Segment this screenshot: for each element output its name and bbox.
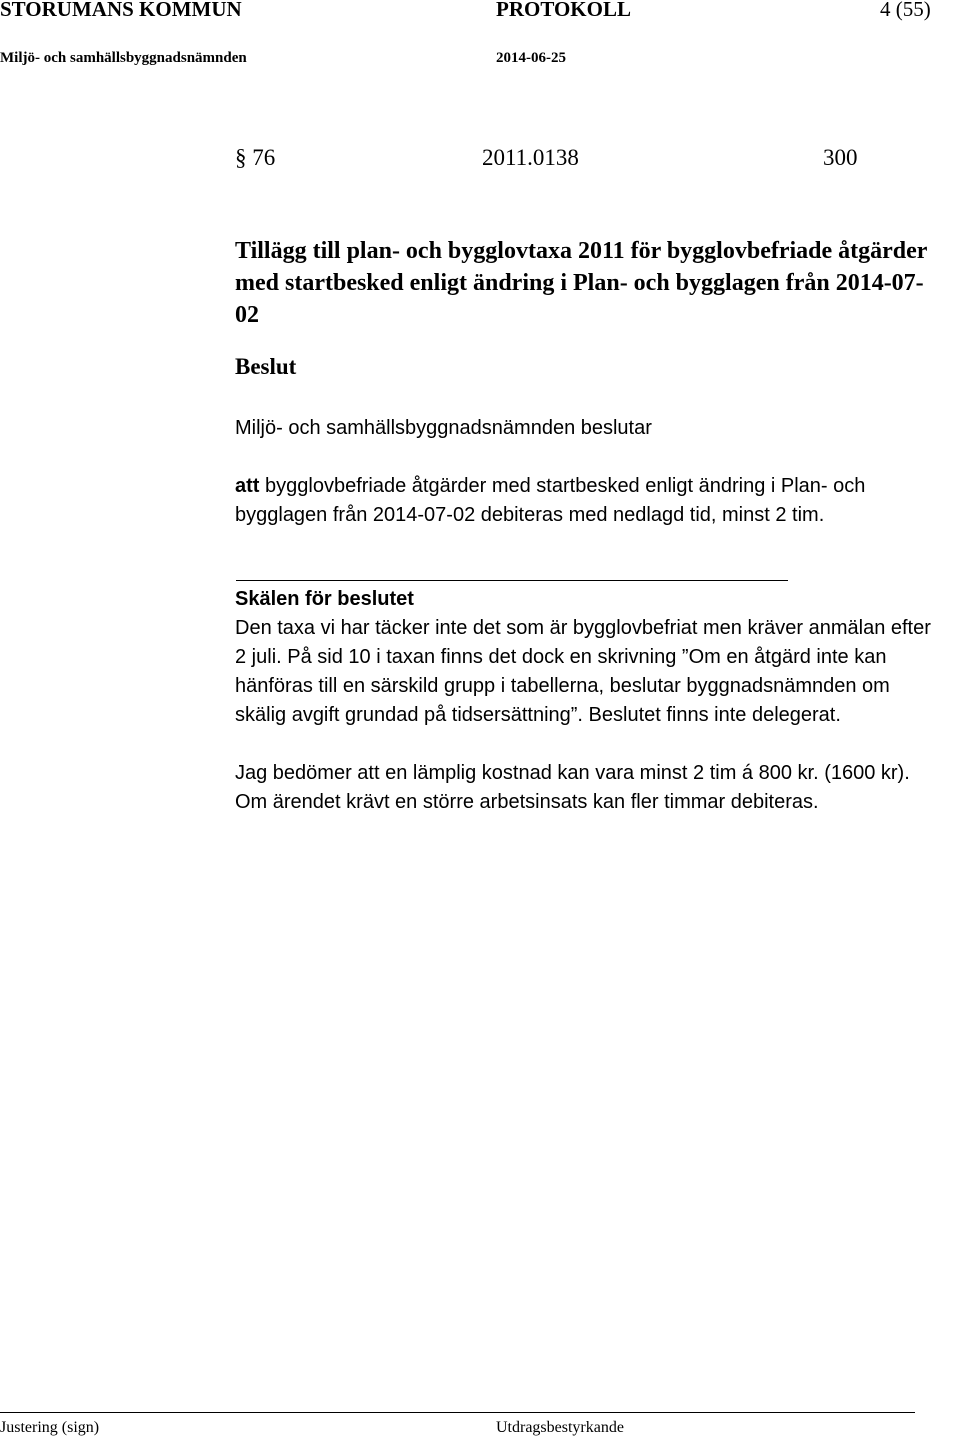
page-number: 4 (55)	[880, 0, 931, 21]
reasons-paragraph-1: Den taxa vi har täcker inte det som är bygglovbefriat men kräver anmälan efter 2 juli. På sid 10 i taxan finns det dock en skrivning ”Om en åtgärd inte kan hänföras till en särskild grupp i tabellerna, beslutar byggnadsnämnden om skälig avgift grundad på tidsersättning”. Beslutet finns inte delegerat.	[235, 617, 931, 726]
meeting-date: 2014-06-25	[496, 50, 566, 66]
separator-line	[236, 580, 788, 581]
footer-signature-label: Justering (sign)	[0, 1419, 100, 1436]
section-number: § 76	[235, 145, 276, 170]
att-keyword: att	[235, 475, 260, 497]
footer-certification-label: Utdragsbestyrkande	[496, 1419, 624, 1436]
document-type: PROTOKOLL	[496, 0, 631, 21]
committee-name: Miljö- och samhällsbyggnadsnämnden	[0, 50, 247, 66]
organization-name: STORUMANS KOMMUN	[0, 0, 242, 21]
case-number: 2011.0138	[482, 145, 579, 170]
footer-line	[0, 1412, 915, 1413]
decision-heading: Beslut	[235, 354, 297, 379]
item-title: Tillägg till plan- och bygglovtaxa 2011 för bygglovbefriade åtgärder med startbesked enligt ändring i Plan- och bygglagen från 2014-07-02	[235, 238, 928, 328]
record-number: 300	[823, 145, 858, 170]
decision-body: bygglovbefriade åtgärder med startbesked enligt ändring i Plan- och bygglagen från 2014-07-02 debiteras med nedlagd tid, minst 2 tim.	[235, 475, 866, 526]
decision-intro: Miljö- och samhällsbyggnadsnämnden beslutar	[235, 417, 652, 439]
reasons-heading: Skälen för beslutet	[235, 588, 414, 610]
decision-text	[235, 472, 925, 530]
reasons-paragraph-2: Jag bedömer att en lämplig kostnad kan vara minst 2 tim á 800 kr. (1600 kr). Om ärendet krävt en större arbetsinsats kan fler timmar debiteras.	[235, 762, 910, 813]
reasons-text	[235, 614, 935, 817]
